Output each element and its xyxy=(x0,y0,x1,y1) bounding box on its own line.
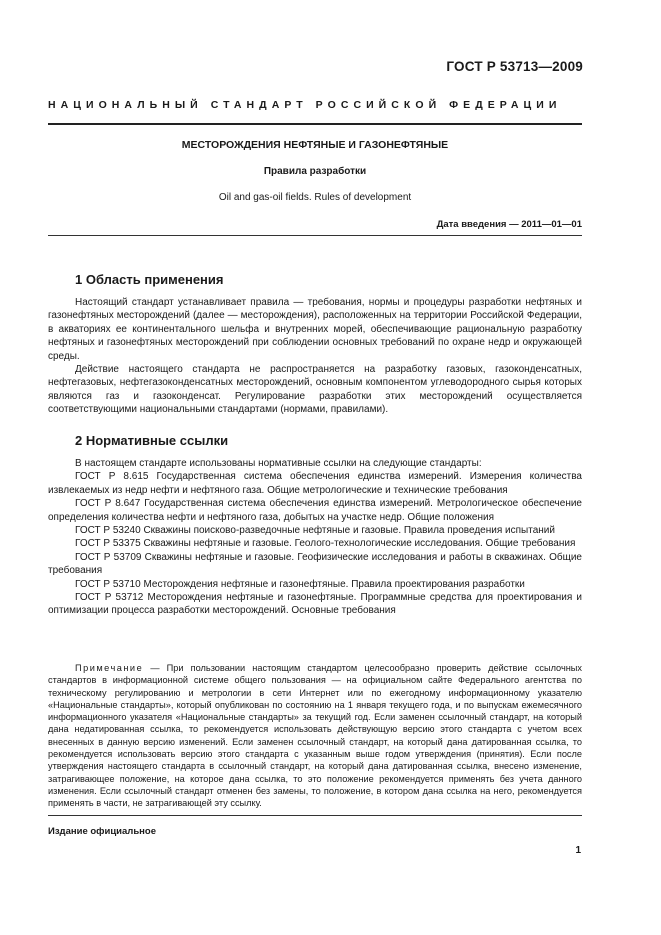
section-2-intro: В настоящем стандарте использованы нормативные ссылки на следующие стандарты: xyxy=(75,458,482,469)
reference-item: ГОСТ Р 53712 Месторождения нефтяные и газонефтяные. Программные средства для проектирования и оптимизации процесса разработки месторождений. Основные требования xyxy=(48,592,582,617)
section-1-paragraph-2: Действие настоящего стандарта не распространяется на разработку газовых, газоконденсатных, нефтегазовых, нефтегазоконденсатных месторождений, основным компонентом углеводородного сырья которых являются газ и газоконденсат. Регулирование разработки этих месторождений осуществляется соответствующими национальными стандартами (нормами, правилами). xyxy=(48,364,582,416)
note-block xyxy=(48,662,582,810)
page-number: 1 xyxy=(575,845,581,856)
section-1-paragraph-1: Настоящий стандарт устанавливает правила — требования, нормы и процедуры разработки нефтяных и газонефтяных месторождений (далее — месторождения), расположенных на территории Российской Федерации, в акваториях ее континентального шельфа и внутренних морей, обеспечивающие рациональную разработку нефтяных и газонефтяных месторождений при соблюдении основных требований по охране недр и окружающей среды. xyxy=(48,297,582,362)
note-text: — При пользовании настоящим стандартом целесообразно проверить действие ссылочных стандартов в информационной системе общего пользования — на официальном сайте Федерального агентства по техническому регулированию и метрологии в сети Интернет или по ежегодному информационному указателю «Национальные стандарты», который опубликован по состоянию на 1 января текущего года, и по выпускам ежемесячного информационного указателя «Национальные стандарты» за текущий год. Если заменен ссылочный стандарт, на который дана недатированная ссылка, то рекомендуется использовать действующую версию этого стандарта с учетом всех внесенных в данную версию изменений. Если заменен ссылочный стандарт, на который дана датированная ссылка, то рекомендуется использовать версию этого стандарта с указанным выше годом утверждения (принятия). Если после утверждения настоящего стандарта в ссылочный стандарт, на который дана датированная ссылка, внесено изменение, затрагивающее положение, на которое дана ссылка, то это положение рекомендуется применять без учета данного изменения. Если ссылочный стандарт отменен без замены, то положение, в котором дана ссылка на него, рекомендуется применять в части, не затрагивающей эту ссылку. xyxy=(48,663,582,809)
reference-item: ГОСТ Р 53709 Скважины нефтяные и газовые. Геофизические исследования и работы в скважинах. Общие требования xyxy=(48,551,582,577)
section-1-heading: 1 Область применения xyxy=(75,272,224,287)
standard-code: ГОСТ Р 53713—2009 xyxy=(446,59,583,74)
english-title: Oil and gas-oil fields. Rules of development xyxy=(218,192,412,203)
reference-item: ГОСТ Р 53710 Месторождения нефтяные и газонефтяные. Правила проектирования разработки xyxy=(75,578,525,590)
title-divider xyxy=(48,235,582,236)
section-2-heading: 2 Нормативные ссылки xyxy=(75,433,229,448)
reference-item: ГОСТ Р 53240 Скважины поисково-разведочные нефтяные и газовые. Правила проведения испытаний xyxy=(75,525,555,537)
section-1-body xyxy=(48,296,582,417)
reference-item: ГОСТ Р 53375 Скважины нефтяные и газовые. Геолого-технологические исследования. Общие требования xyxy=(75,538,576,550)
intro-date: Дата введения — 2011—01—01 xyxy=(436,219,582,230)
edition-label: Издание официальное xyxy=(48,826,156,837)
note-label: Примечание xyxy=(75,663,144,673)
reference-item: ГОСТ Р 8.647 Государственная система обеспечения единства измерений. Метрологическое обеспечение определения количества нефти и нефтяного газа, добытых на участке недр. Общие положения xyxy=(48,498,582,523)
document-title: МЕСТОРОЖДЕНИЯ НЕФТЯНЫЕ И ГАЗОНЕФТЯНЫЕ xyxy=(181,139,449,151)
document-subtitle: Правила разработки xyxy=(263,166,367,177)
section-2-body xyxy=(48,457,582,618)
footer-divider xyxy=(48,815,582,816)
reference-item: ГОСТ Р 8.615 Государственная система обеспечения единства измерений. Измерения количества извлекаемых из недр нефти и нефтяного газа. Общие метрологические и технические требования xyxy=(48,471,582,496)
header-divider xyxy=(48,123,582,125)
national-standard-banner: НАЦИОНАЛЬНЫЙ СТАНДАРТ РОССИЙСКОЙ ФЕДЕРАЦИИ xyxy=(48,99,562,111)
